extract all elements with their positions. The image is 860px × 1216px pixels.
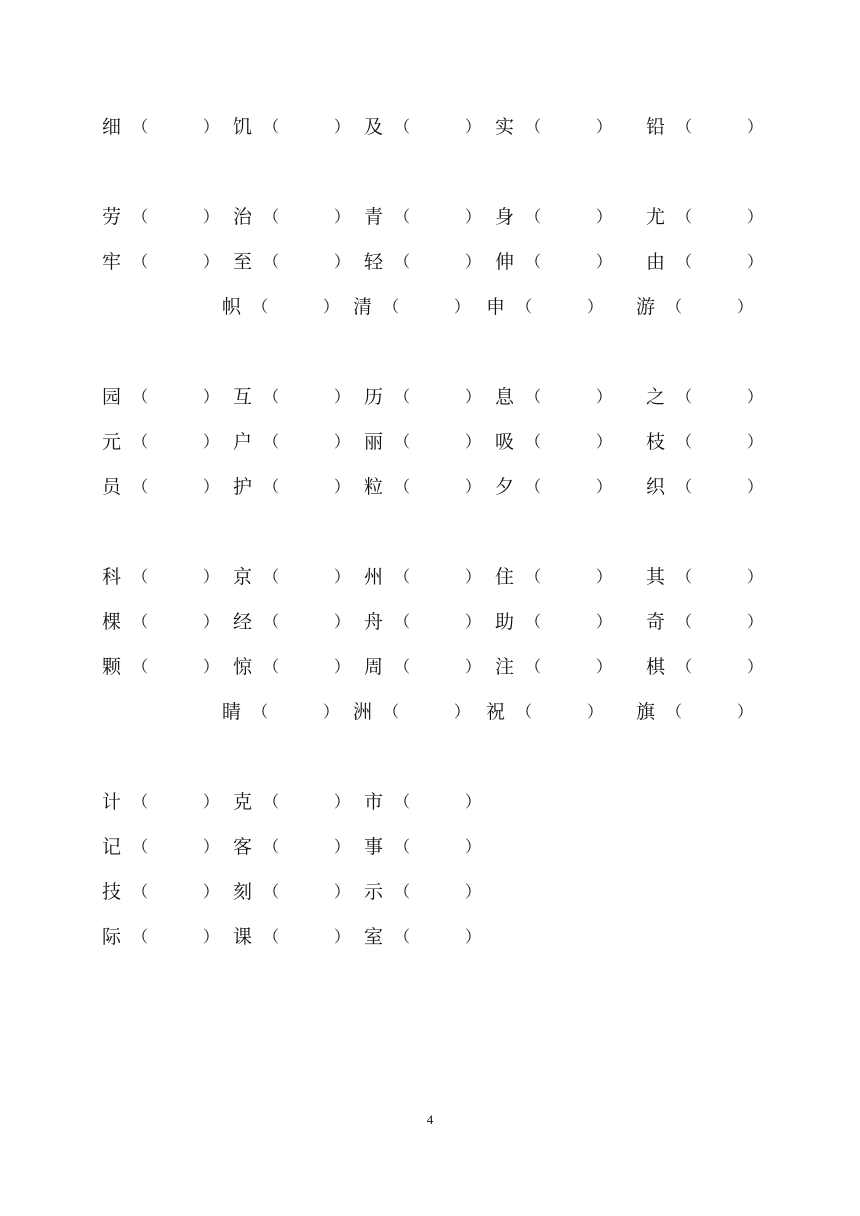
character: 户 — [233, 431, 253, 453]
paren-open: （ — [263, 567, 280, 586]
paren-open: （ — [394, 927, 411, 946]
paren-open: （ — [676, 477, 693, 496]
worksheet-row — [0, 427, 860, 457]
paren-close: ） — [203, 477, 220, 496]
paren-open: （ — [676, 117, 693, 136]
paren-close: ） — [334, 252, 351, 271]
paren-close: ） — [203, 387, 220, 406]
character: 计 — [102, 791, 122, 813]
character: 示 — [364, 881, 384, 903]
worksheet-row — [0, 832, 860, 862]
paren-close: ） — [334, 837, 351, 856]
paren-open: （ — [263, 882, 280, 901]
paren-open: （ — [394, 477, 411, 496]
paren-open: （ — [263, 477, 280, 496]
paren-close: ） — [596, 207, 613, 226]
paren-open: （ — [516, 297, 533, 316]
paren-open: （ — [383, 297, 400, 316]
paren-close: ） — [203, 882, 220, 901]
paren-close: ） — [203, 792, 220, 811]
paren-open: （ — [394, 432, 411, 451]
paren-close: ） — [334, 927, 351, 946]
paren-close: ） — [334, 567, 351, 586]
paren-open: （ — [132, 207, 149, 226]
paren-open: （ — [676, 567, 693, 586]
paren-open: （ — [132, 387, 149, 406]
paren-open: （ — [525, 432, 542, 451]
character: 治 — [233, 206, 253, 228]
paren-close: ） — [596, 387, 613, 406]
paren-close: ） — [747, 252, 764, 271]
character: 申 — [486, 296, 506, 318]
character: 织 — [646, 476, 666, 498]
paren-close: ） — [747, 612, 764, 631]
paren-close: ） — [465, 837, 482, 856]
paren-close: ） — [203, 117, 220, 136]
character: 颗 — [102, 656, 122, 678]
character: 奇 — [646, 611, 666, 633]
paren-open: （ — [263, 432, 280, 451]
character: 由 — [646, 251, 666, 273]
paren-close: ） — [747, 432, 764, 451]
paren-open: （ — [516, 702, 533, 721]
character: 棵 — [102, 611, 122, 633]
paren-open: （ — [132, 837, 149, 856]
paren-open: （ — [676, 387, 693, 406]
paren-close: ） — [596, 612, 613, 631]
paren-close: ） — [334, 207, 351, 226]
character: 游 — [636, 296, 656, 318]
character: 技 — [102, 881, 122, 903]
paren-open: （ — [132, 612, 149, 631]
character: 吸 — [495, 431, 515, 453]
character: 客 — [233, 836, 253, 858]
character: 其 — [646, 566, 666, 588]
paren-close: ） — [596, 432, 613, 451]
character: 帜 — [222, 296, 242, 318]
paren-open: （ — [394, 207, 411, 226]
paren-open: （ — [383, 702, 400, 721]
paren-open: （ — [394, 657, 411, 676]
paren-open: （ — [676, 657, 693, 676]
character: 及 — [364, 116, 384, 138]
paren-open: （ — [525, 207, 542, 226]
paren-open: （ — [132, 252, 149, 271]
paren-close: ） — [454, 297, 471, 316]
character: 克 — [233, 791, 253, 813]
paren-open: （ — [525, 657, 542, 676]
paren-open: （ — [132, 882, 149, 901]
paren-close: ） — [596, 252, 613, 271]
paren-open: （ — [132, 477, 149, 496]
paren-close: ） — [596, 657, 613, 676]
worksheet-row — [0, 562, 860, 592]
paren-close: ） — [465, 207, 482, 226]
worksheet-row — [0, 292, 860, 322]
paren-open: （ — [132, 117, 149, 136]
paren-open: （ — [132, 432, 149, 451]
character: 市 — [364, 791, 384, 813]
character: 互 — [233, 386, 253, 408]
paren-open: （ — [263, 837, 280, 856]
paren-close: ） — [587, 702, 604, 721]
paren-close: ） — [587, 297, 604, 316]
paren-close: ） — [596, 567, 613, 586]
paren-open: （ — [263, 117, 280, 136]
paren-close: ） — [203, 927, 220, 946]
worksheet-row — [0, 247, 860, 277]
character: 惊 — [233, 656, 253, 678]
character: 州 — [364, 566, 384, 588]
paren-open: （ — [263, 252, 280, 271]
character: 际 — [102, 926, 122, 948]
character: 牢 — [102, 251, 122, 273]
page-number: 4 — [426, 1112, 434, 1127]
paren-open: （ — [263, 927, 280, 946]
character: 旗 — [636, 701, 656, 723]
character: 粒 — [364, 476, 384, 498]
character: 息 — [495, 386, 515, 408]
character: 园 — [102, 386, 122, 408]
paren-close: ） — [203, 207, 220, 226]
paren-open: （ — [525, 117, 542, 136]
character: 历 — [364, 386, 384, 408]
paren-close: ） — [203, 432, 220, 451]
paren-close: ） — [334, 477, 351, 496]
paren-open: （ — [525, 252, 542, 271]
character: 住 — [495, 566, 515, 588]
paren-open: （ — [263, 387, 280, 406]
worksheet-row — [0, 922, 860, 952]
character: 伸 — [495, 251, 515, 273]
worksheet-row — [0, 202, 860, 232]
paren-close: ） — [747, 117, 764, 136]
character: 青 — [364, 206, 384, 228]
paren-open: （ — [525, 612, 542, 631]
paren-open: （ — [263, 657, 280, 676]
paren-close: ） — [334, 117, 351, 136]
paren-close: ） — [747, 387, 764, 406]
paren-open: （ — [394, 837, 411, 856]
paren-open: （ — [394, 792, 411, 811]
character: 劳 — [102, 206, 122, 228]
character: 实 — [495, 116, 515, 138]
character: 饥 — [233, 116, 253, 138]
paren-close: ） — [747, 477, 764, 496]
paren-open: （ — [676, 207, 693, 226]
paren-close: ） — [323, 702, 340, 721]
paren-close: ） — [465, 477, 482, 496]
character: 尤 — [646, 206, 666, 228]
character: 周 — [364, 656, 384, 678]
paren-close: ） — [454, 702, 471, 721]
paren-open: （ — [394, 387, 411, 406]
worksheet-row — [0, 472, 860, 502]
paren-close: ） — [203, 657, 220, 676]
paren-open: （ — [263, 207, 280, 226]
paren-close: ） — [203, 567, 220, 586]
character: 棋 — [646, 656, 666, 678]
paren-open: （ — [394, 612, 411, 631]
character: 室 — [364, 926, 384, 948]
worksheet-row — [0, 787, 860, 817]
paren-close: ） — [465, 567, 482, 586]
paren-close: ） — [203, 612, 220, 631]
paren-close: ） — [465, 117, 482, 136]
paren-close: ） — [747, 567, 764, 586]
paren-open: （ — [252, 297, 269, 316]
paren-open: （ — [394, 252, 411, 271]
character: 之 — [646, 386, 666, 408]
character: 助 — [495, 611, 515, 633]
paren-open: （ — [666, 297, 683, 316]
character: 丽 — [364, 431, 384, 453]
paren-open: （ — [132, 927, 149, 946]
character: 课 — [233, 926, 253, 948]
character: 京 — [233, 566, 253, 588]
character: 经 — [233, 611, 253, 633]
paren-close: ） — [737, 702, 754, 721]
character: 注 — [495, 656, 515, 678]
paren-open: （ — [394, 117, 411, 136]
paren-open: （ — [394, 882, 411, 901]
character: 睛 — [222, 701, 242, 723]
paren-close: ） — [596, 477, 613, 496]
character: 枝 — [646, 431, 666, 453]
character: 洲 — [353, 701, 373, 723]
paren-close: ） — [334, 882, 351, 901]
paren-open: （ — [263, 792, 280, 811]
paren-open: （ — [132, 792, 149, 811]
paren-open: （ — [525, 387, 542, 406]
worksheet-row — [0, 652, 860, 682]
paren-open: （ — [132, 567, 149, 586]
character: 铅 — [646, 116, 666, 138]
paren-close: ） — [334, 432, 351, 451]
paren-close: ） — [747, 657, 764, 676]
paren-close: ） — [203, 252, 220, 271]
paren-open: （ — [676, 612, 693, 631]
character: 祝 — [486, 701, 506, 723]
paren-close: ） — [465, 927, 482, 946]
worksheet-row — [0, 697, 860, 727]
paren-close: ） — [323, 297, 340, 316]
paren-close: ） — [334, 387, 351, 406]
paren-open: （ — [263, 612, 280, 631]
character: 刻 — [233, 881, 253, 903]
paren-close: ） — [747, 207, 764, 226]
paren-open: （ — [394, 567, 411, 586]
character: 清 — [353, 296, 373, 318]
character: 科 — [102, 566, 122, 588]
character: 细 — [102, 116, 122, 138]
paren-close: ） — [737, 297, 754, 316]
character: 轻 — [364, 251, 384, 273]
paren-close: ） — [334, 657, 351, 676]
paren-close: ） — [465, 387, 482, 406]
character: 至 — [233, 251, 253, 273]
paren-open: （ — [676, 432, 693, 451]
character: 员 — [102, 476, 122, 498]
paren-open: （ — [525, 477, 542, 496]
paren-open: （ — [666, 702, 683, 721]
character: 夕 — [495, 476, 515, 498]
character: 元 — [102, 431, 122, 453]
worksheet-row — [0, 382, 860, 412]
paren-open: （ — [525, 567, 542, 586]
worksheet-row — [0, 877, 860, 907]
paren-close: ） — [334, 612, 351, 631]
paren-close: ） — [465, 792, 482, 811]
paren-open: （ — [252, 702, 269, 721]
paren-open: （ — [132, 657, 149, 676]
paren-close: ） — [465, 657, 482, 676]
paren-close: ） — [465, 612, 482, 631]
paren-close: ） — [334, 792, 351, 811]
paren-close: ） — [465, 252, 482, 271]
paren-open: （ — [676, 252, 693, 271]
character: 护 — [233, 476, 253, 498]
paren-close: ） — [203, 837, 220, 856]
character: 身 — [495, 206, 515, 228]
paren-close: ） — [465, 432, 482, 451]
worksheet-row — [0, 112, 860, 142]
paren-close: ） — [465, 882, 482, 901]
worksheet-row — [0, 607, 860, 637]
character: 记 — [102, 836, 122, 858]
character: 事 — [364, 836, 384, 858]
paren-close: ） — [596, 117, 613, 136]
character: 舟 — [364, 611, 384, 633]
